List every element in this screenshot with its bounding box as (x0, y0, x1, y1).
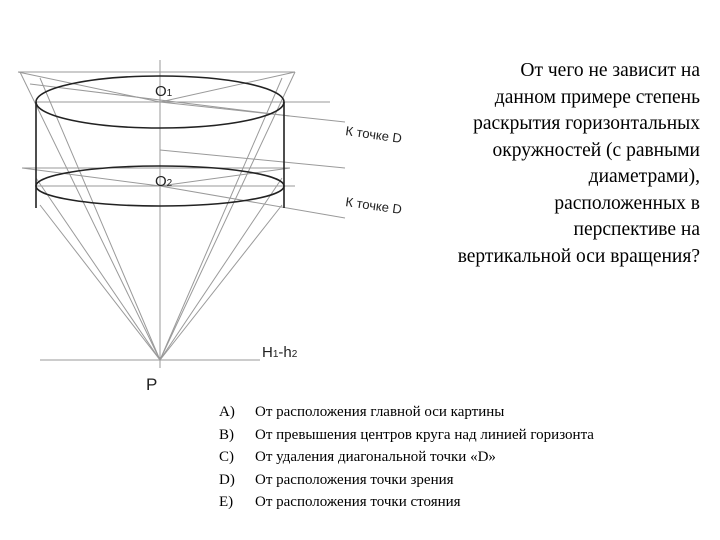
answer-letter: E) (219, 494, 234, 510)
answer-text: От расположения точки зрения (255, 471, 454, 488)
question-line: данном примере степень (494, 86, 700, 108)
answer-option-d[interactable] (219, 469, 594, 492)
answer-list (219, 401, 594, 514)
question-line: От чего не зависит на (520, 60, 700, 81)
label-horizon: H1-h2 (262, 344, 298, 361)
answer-text: От удаления диагональной точки «D» (255, 449, 496, 465)
question-line: вертикальной оси вращения? (457, 245, 700, 267)
answer-option-e[interactable] (219, 491, 594, 514)
label-o1: O1 (155, 83, 173, 100)
ray-line (40, 205, 160, 360)
answer-letter: B) (219, 426, 234, 443)
question-line: диаметрами), (588, 166, 700, 187)
label-to-d-bottom: К точке D (344, 194, 403, 217)
ray-line (160, 78, 282, 360)
ray-line (40, 78, 160, 360)
answer-letter: A) (219, 404, 235, 420)
answer-option-c[interactable] (219, 446, 594, 469)
ray-line (22, 168, 160, 186)
ray-line (160, 72, 295, 360)
ray-line (160, 205, 282, 360)
answer-letter: D) (219, 471, 235, 488)
question-line: окружностей (с равными (492, 139, 700, 161)
ray-line (20, 72, 160, 360)
answer-option-a[interactable] (219, 401, 594, 424)
label-o2: O2 (155, 173, 173, 190)
label-to-d-top: К точке D (344, 123, 403, 146)
answer-option-b[interactable] (219, 424, 594, 447)
answer-text: От расположения главной оси картины (255, 404, 505, 420)
ray-line-to-d-bottom (160, 186, 345, 218)
ray-line-to-d-mid (160, 150, 345, 168)
answer-letter: C) (219, 449, 234, 465)
answer-text: От расположения точки стояния (255, 494, 461, 510)
question-line: раскрытия горизонтальных (473, 113, 700, 134)
question-line: перспективе на (573, 219, 700, 240)
label-p: P (146, 375, 158, 394)
answer-text: От превышения центров круга над линией горизонта (255, 426, 594, 443)
question-text (380, 58, 700, 270)
question-line: расположенных в (554, 192, 700, 214)
